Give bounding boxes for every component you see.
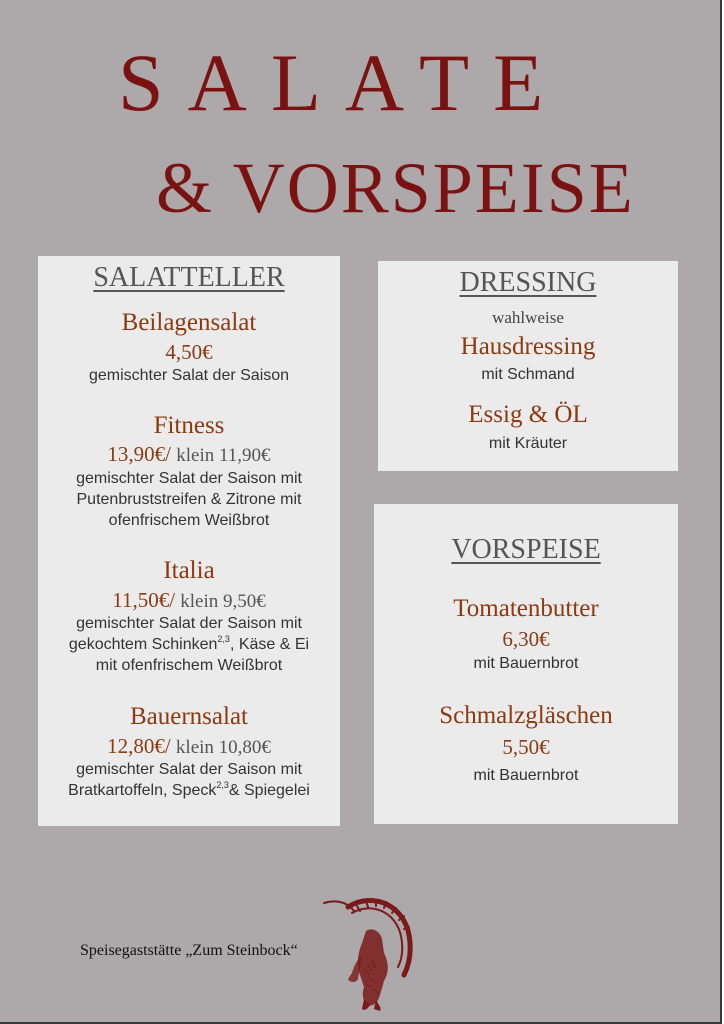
- item-price: [38, 340, 340, 365]
- price-value: 12,80€/: [107, 734, 171, 758]
- vorspeise-heading: VORSPEISE: [451, 534, 601, 565]
- item-description: [38, 759, 340, 801]
- item-description: mit Kräuter: [488, 435, 568, 452]
- desc-text: gekochtem Schinken: [68, 636, 218, 653]
- item-price: 5,50€: [502, 735, 550, 759]
- desc-line: mit ofenfrischem Weißbrot: [95, 657, 283, 674]
- item-name: Bauernsalat: [129, 703, 248, 730]
- item-price: 6,30€: [502, 627, 550, 651]
- item-description: [38, 613, 340, 676]
- salatteller-heading: SALATTELLER: [93, 262, 285, 293]
- item-name: Hausdressing: [460, 333, 596, 360]
- item-description: mit Bauernbrot: [473, 767, 579, 784]
- item-name: Essig & ÖL: [468, 401, 588, 428]
- item-description: mit Bauernbrot: [473, 655, 579, 672]
- desc-line: [38, 634, 340, 655]
- item-price: [38, 734, 340, 759]
- item-name: Fitness: [153, 412, 225, 439]
- dressing-panel: [378, 261, 678, 471]
- dressing-heading: DRESSING: [459, 267, 597, 298]
- vorspeise-panel: [374, 504, 678, 824]
- desc-line: gemischter Salat der Saison mit: [76, 761, 302, 778]
- desc-text: & Spiegelei: [228, 782, 310, 799]
- price-small: klein 9,50€: [180, 591, 266, 612]
- price-value: 11,50€/: [112, 588, 176, 612]
- item-name: Italia: [163, 557, 215, 584]
- price-small: klein 11,90€: [176, 445, 271, 466]
- item-description: [38, 365, 340, 386]
- price-value: 4,50€: [165, 340, 213, 364]
- title-salate: SALATE: [118, 37, 568, 128]
- item-name: Beilagensalat: [121, 309, 257, 336]
- item-name: Schmalzgläschen: [439, 702, 613, 729]
- item-name: Tomatenbutter: [453, 595, 599, 622]
- salatteller-panel: [38, 256, 340, 826]
- ibex-logo-icon: [318, 895, 418, 1013]
- restaurant-name: Speisegaststätte „Zum Steinbock“: [80, 942, 298, 959]
- allergen-note: 2,3: [217, 634, 230, 644]
- desc-line: gemischter Salat der Saison mit: [76, 615, 302, 632]
- desc-line: Putenbruststreifen & Zitrone mit: [76, 491, 302, 508]
- desc-line: ofenfrischem Weißbrot: [108, 512, 270, 529]
- title-vorspeise: & VORSPEISE: [156, 148, 635, 228]
- desc-text: , Käse & Ei: [229, 636, 310, 653]
- item-description: [38, 468, 340, 531]
- desc-line: gemischter Salat der Saison mit: [76, 470, 302, 487]
- desc-line: [38, 780, 340, 801]
- item-price: [38, 588, 340, 613]
- desc-text: Bratkartoffeln, Speck: [68, 782, 217, 799]
- price-value: 13,90€/: [107, 442, 172, 466]
- dressing-subtitle: wahlweise: [492, 308, 564, 327]
- price-small: klein 10,80€: [175, 737, 271, 758]
- allergen-note: 2,3: [216, 780, 229, 790]
- item-description: mit Schmand: [481, 366, 575, 383]
- item-price: [38, 442, 340, 467]
- desc-line: gemischter Salat der Saison: [88, 367, 290, 384]
